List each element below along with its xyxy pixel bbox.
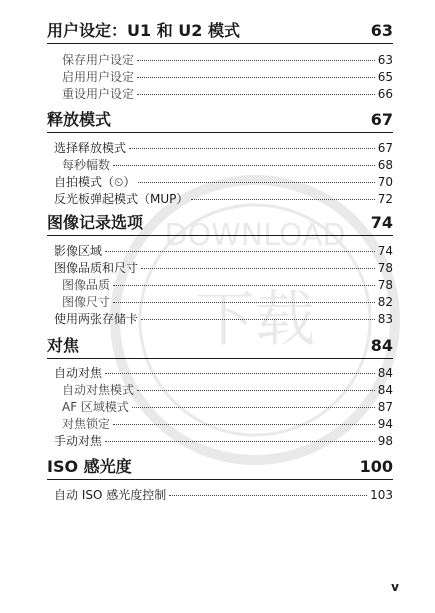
toc-entry[interactable]: 对焦锁定 94	[62, 417, 393, 431]
toc-entry[interactable]: 重设用户设定 66	[62, 87, 393, 101]
section-title: 用户设定：U1 和 U2 模式	[47, 21, 240, 40]
section-title: ISO 感光度	[47, 457, 132, 476]
section-page: 63	[370, 21, 393, 40]
section-focus[interactable]	[47, 337, 393, 359]
toc-entry[interactable]: 图像品质 78	[62, 278, 393, 292]
watermark-cn-text: 下载	[195, 285, 315, 355]
toc-entry[interactable]: 自动 ISO 感光度控制 103	[54, 488, 393, 502]
toc-entry[interactable]: 自动对焦模式 84	[62, 383, 393, 397]
section-user-settings[interactable]	[47, 22, 393, 44]
toc-entry[interactable]: 每秒幅数 68	[62, 158, 393, 172]
section-page: 74	[370, 213, 393, 232]
section-page: 84	[370, 336, 393, 355]
section-title: 对焦	[47, 336, 80, 355]
toc-entry[interactable]: 使用两张存储卡 83	[54, 312, 393, 326]
toc-entry[interactable]: 选择释放模式 67	[54, 141, 393, 155]
toc-entry[interactable]: 启用用户设定 65	[62, 70, 393, 84]
toc-entry[interactable]: 保存用户设定 63	[62, 53, 393, 67]
page-number: v	[391, 580, 399, 594]
toc-entry[interactable]: 图像尺寸 82	[62, 295, 393, 309]
toc-entry[interactable]: AF 区域模式 87	[62, 400, 393, 414]
section-iso[interactable]	[47, 458, 393, 480]
toc-entry[interactable]: 自动对焦 84	[54, 366, 393, 380]
toc-entry[interactable]: 自拍模式（⏲） 70	[54, 175, 393, 189]
watermark-en-text: DOWNLOAD	[164, 218, 346, 253]
toc-entry[interactable]: 图像品质和尺寸 78	[54, 261, 393, 275]
section-title: 图像记录选项	[47, 213, 144, 232]
section-page: 67	[370, 110, 393, 129]
section-title: 释放模式	[47, 110, 112, 129]
section-image-recording[interactable]	[47, 214, 393, 236]
toc-entry[interactable]: 手动对焦 98	[54, 434, 393, 448]
toc-entry[interactable]: 反光板弹起模式（MUP） 72	[54, 192, 393, 206]
section-page: 100	[359, 457, 393, 476]
section-release-mode[interactable]	[47, 111, 393, 133]
toc-entry[interactable]: 影像区域 74	[54, 244, 393, 258]
